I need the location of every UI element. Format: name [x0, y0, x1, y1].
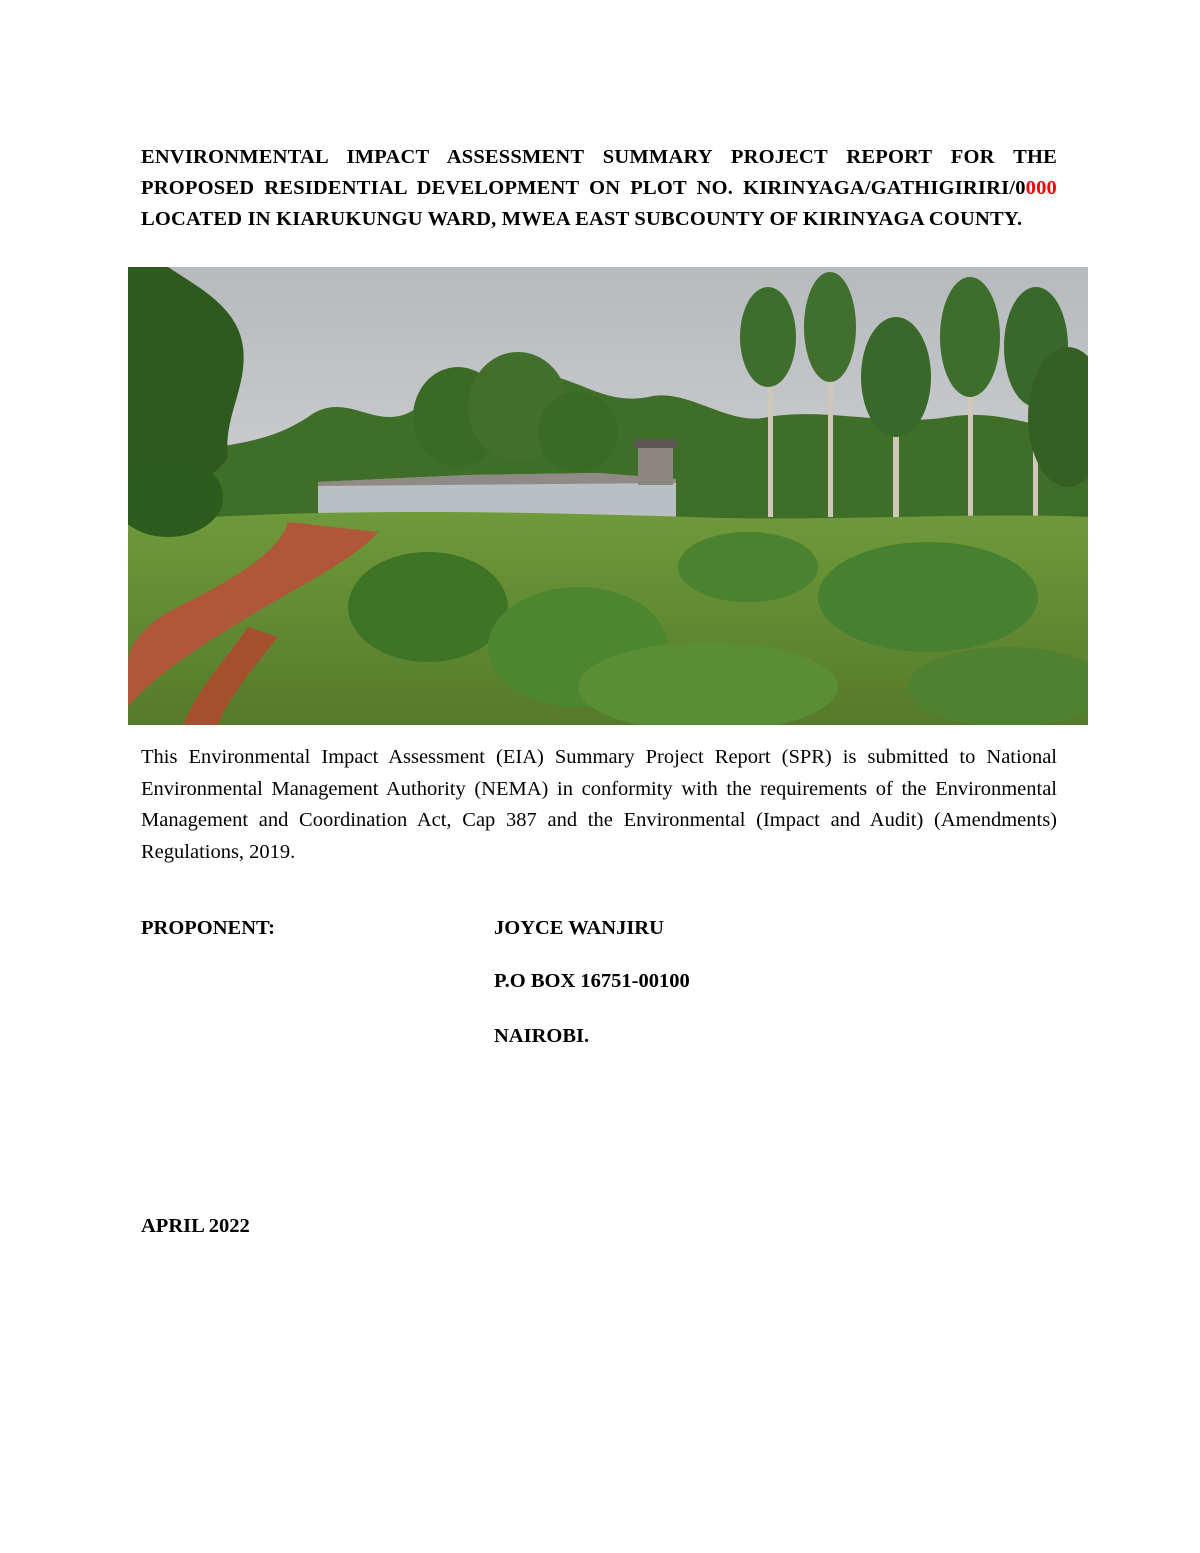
- title-part-2: LOCATED IN KIARUKUNGU WARD, MWEA EAST SUBCOUNTY OF KIRINYAGA COUNTY.: [141, 208, 1023, 230]
- report-date: APRIL 2022: [141, 1215, 250, 1237]
- title-part-1: ENVIRONMENTAL IMPACT ASSESSMENT SUMMARY PROJECT REPORT FOR THE PROPOSED RESIDENTIAL DEVELOPMENT ON PLOT NO. KIRINYAGA/GATHIGIRIRI/0: [141, 146, 1057, 199]
- proponent-city: NAIROBI.: [494, 1025, 590, 1047]
- site-photo: [128, 267, 1088, 725]
- title-plot-number-highlight: 000: [1025, 177, 1057, 199]
- proponent-name: JOYCE WANJIRU: [494, 917, 664, 939]
- proponent-po-box: P.O BOX 16751-00100: [494, 970, 690, 992]
- report-title: [141, 142, 1057, 235]
- intro-paragraph: This Environmental Impact Assessment (EIA) Summary Project Report (SPR) is submitted to National Environmental Management Authority (NEMA) in conformity with the requirements of the Environmental Management and Coordination Act, Cap 387 and the Environmental (Impact and Audit) (Amendments) Regulations, 2019.: [141, 746, 1057, 863]
- proponent-label: PROPONENT:: [141, 917, 276, 939]
